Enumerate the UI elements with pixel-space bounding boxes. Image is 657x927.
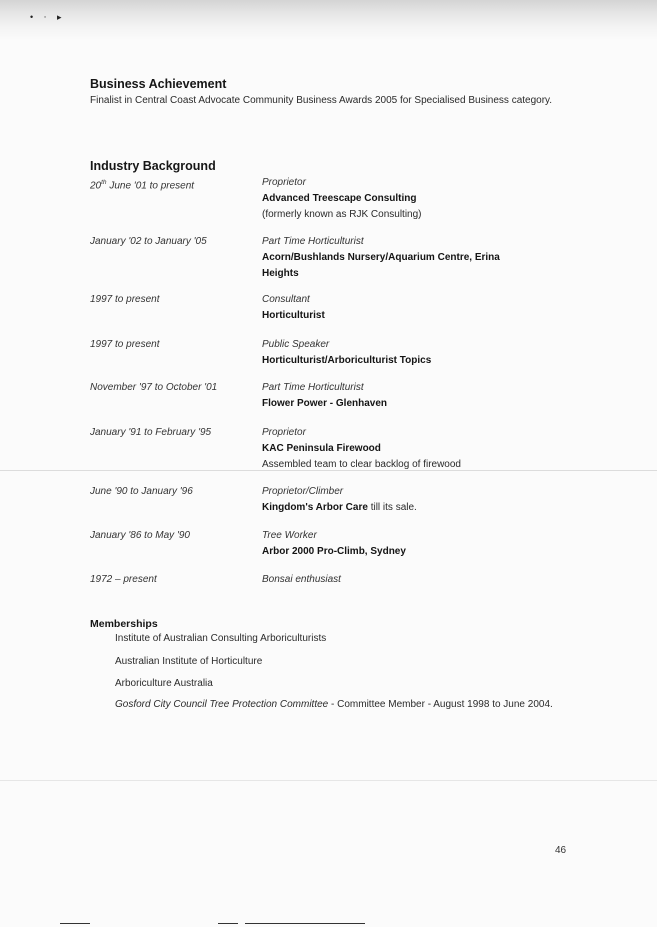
scan-footer-line	[60, 923, 90, 924]
entry-organisation: Kingdom's Arbor Care	[262, 502, 368, 513]
entry-date: 1997 to present	[90, 294, 160, 305]
entry-detail	[262, 292, 582, 324]
entry-organisation: Advanced Treescape Consulting	[262, 193, 417, 204]
entry-organisation: Acorn/Bushlands Nursery/Aquarium Centre, Erina Heights	[262, 252, 500, 279]
entry-role: Part Time Horticulturist	[262, 236, 364, 247]
memberships-heading: Memberships	[90, 618, 158, 630]
page-number: 46	[555, 845, 567, 856]
scan-artifact-line	[0, 780, 657, 781]
entry-role: Bonsai enthusiast	[262, 574, 341, 585]
entry-role: Proprietor	[262, 177, 306, 188]
entry-date: June '90 to January '96	[90, 486, 193, 497]
entry-detail	[262, 380, 582, 412]
entry-detail	[262, 572, 582, 588]
business-achievement-heading: Business Achievement	[90, 77, 227, 91]
membership-item: Arboriculture Australia	[115, 678, 213, 689]
entry-detail	[262, 425, 582, 473]
entry-organisation: KAC Peninsula Firewood	[262, 443, 381, 454]
entry-note: till its sale.	[367, 502, 417, 513]
entry-detail	[262, 175, 582, 223]
entry-organisation: Horticulturist/Arboriculturist Topics	[262, 355, 432, 366]
entry-date: 20th June '01 to present	[90, 179, 195, 192]
entry-note: (formerly known as RJK Consulting)	[262, 209, 422, 220]
entry-role: Tree Worker	[262, 530, 317, 541]
membership-committee: Gosford City Council Tree Protection Committee	[115, 699, 329, 710]
entry-date: November '97 to October '01	[90, 382, 218, 393]
membership-item	[115, 697, 570, 713]
entry-organisation: Horticulturist	[262, 310, 325, 321]
entry-detail	[262, 484, 582, 516]
scan-top-shadow	[0, 0, 657, 40]
entry-detail	[262, 234, 502, 282]
entry-date: January '02 to January '05	[90, 236, 207, 247]
entry-note: Assembled team to clear backlog of firewood	[262, 459, 461, 470]
entry-role: Part Time Horticulturist	[262, 382, 364, 393]
page-marks: • ‧ ▸	[30, 12, 66, 22]
entry-organisation: Flower Power - Glenhaven	[262, 398, 388, 409]
entry-role: Proprietor/Climber	[262, 486, 344, 497]
membership-item: Australian Institute of Horticulture	[115, 656, 263, 667]
entry-role: Proprietor	[262, 427, 306, 438]
entry-detail	[262, 528, 582, 560]
entry-detail	[262, 337, 582, 369]
entry-organisation: Arbor 2000 Pro-Climb, Sydney	[262, 546, 406, 557]
entry-role: Public Speaker	[262, 339, 330, 350]
membership-committee-details: - Committee Member - August 1998 to June 2004.	[328, 699, 553, 710]
scan-footer-line	[218, 923, 238, 924]
industry-background-heading: Industry Background	[90, 159, 216, 173]
scan-footer-line	[245, 923, 365, 924]
entry-date: 1997 to present	[90, 339, 160, 350]
entry-date: January '86 to May '90	[90, 530, 190, 541]
business-achievement-text: Finalist in Central Coast Advocate Community Business Awards 2005 for Specialised Business category.	[90, 95, 553, 106]
entry-date: 1972 – present	[90, 574, 157, 585]
entry-role: Consultant	[262, 294, 310, 305]
membership-item: Institute of Australian Consulting Arboriculturists	[115, 633, 327, 644]
entry-date: January '91 to February '95	[90, 427, 212, 438]
